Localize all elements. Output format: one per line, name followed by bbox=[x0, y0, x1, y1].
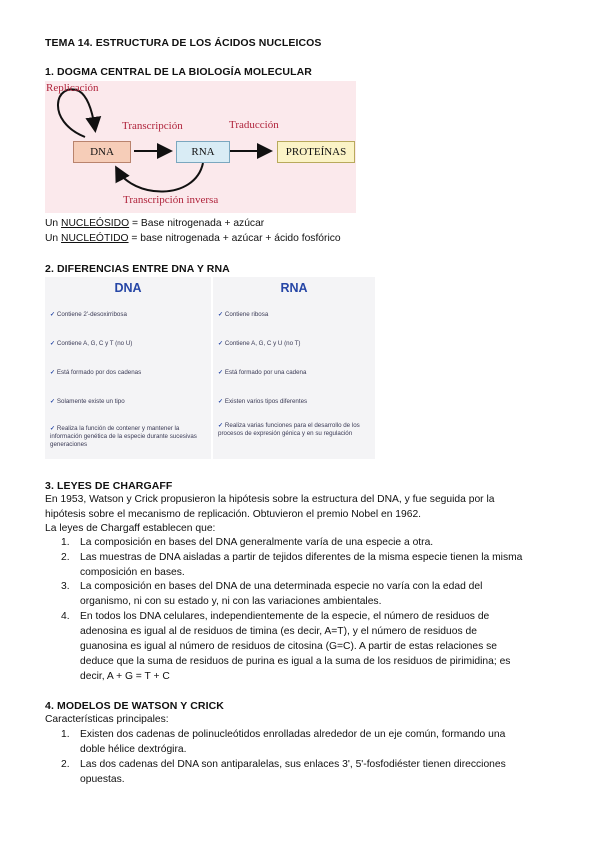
dna-box: DNA bbox=[73, 141, 131, 163]
chargaff-law-4-cont: guanosina es igual al número de residuos de citosina (G=C). A partir de estas relaciones se bbox=[80, 641, 497, 652]
reverse-transcription-arrow bbox=[117, 163, 203, 192]
dna-item: ✓ Contiene A, G, C y T (no U) bbox=[50, 340, 133, 347]
section-1-heading: 1. DOGMA CENTRAL DE LA BIOLOGÍA MOLECULAR bbox=[45, 66, 312, 78]
nucleosido-term: NUCLEÓSIDO bbox=[61, 218, 130, 229]
dna-item: ✓ Realiza la función de contener y mantener la información genética de la especie durante sucesivas generaciones bbox=[50, 425, 197, 448]
rna-column bbox=[213, 277, 375, 459]
rna-item: ✓ Contiene ribosa bbox=[218, 311, 269, 318]
rna-item: ✓ Realiza varias funciones para el desarrollo de los procesos de expresión génica y en su regulación bbox=[218, 422, 360, 437]
chargaff-law-2-cont: composición en bases. bbox=[80, 567, 185, 578]
section-4-heading: 4. MODELOS DE WATSON Y CRICK bbox=[45, 700, 224, 712]
dna-column bbox=[45, 277, 211, 459]
dna-rna-comparison-table bbox=[45, 277, 375, 459]
dna-column-title: DNA bbox=[114, 281, 142, 295]
watson-crick-intro: Características principales: bbox=[45, 714, 169, 725]
chargaff-intro-line: hipótesis sobre el mecanismo de replicación. Obtuvieron el premio Nobel en 1962. bbox=[45, 509, 422, 520]
rna-box: RNA bbox=[176, 141, 230, 163]
rna-item: ✓ Está formado por una cadena bbox=[218, 369, 307, 376]
proteinas-box: PROTEÍNAS bbox=[277, 141, 355, 163]
nucleosido-definition: Un NUCLEÓSIDO = Base nitrogenada + azúcar bbox=[45, 218, 265, 229]
chargaff-law-4-cont: adenosina es igual al de residuos de timina (es decir, A=T), y el número de residuos de bbox=[80, 626, 477, 637]
replication-arrow bbox=[58, 89, 95, 137]
rna-column-title: RNA bbox=[280, 281, 308, 295]
watson-crick-item-1-cont: doble hélice dextrógira. bbox=[80, 744, 187, 755]
chargaff-intro-line: La leyes de Chargaff establecen que: bbox=[45, 523, 216, 534]
watson-crick-item-2-cont: opuestas. bbox=[80, 774, 125, 785]
chargaff-law-4-cont: decir, A + G = T + C bbox=[80, 671, 170, 682]
central-dogma-diagram bbox=[45, 81, 356, 213]
transcripcion-label: Transcripción bbox=[122, 120, 183, 132]
dna-item: ✓ Está formado por dos cadenas bbox=[50, 369, 142, 376]
chargaff-law-4-cont: deduce que la suma de residuos de purina es igual a la suma de los residuos de pirimidina; es bbox=[80, 656, 511, 667]
traduccion-label: Traducción bbox=[229, 119, 279, 131]
nucleotido-term: NUCLEÓTIDO bbox=[61, 233, 129, 244]
replicacion-label: Replicación bbox=[46, 82, 99, 94]
dna-item: ✓ Contiene 2'-desoxirribosa bbox=[50, 311, 127, 318]
document-page: TEMA 14. ESTRUCTURA DE LOS ÁCIDOS NUCLEICOS 1. DOGMA CENTRAL DE LA BIOLOGÍA MOLECULAR Replicación Transcripción Traducción DNA RNA PROTEÍNAS Transcripción inversa Un NUCLEÓSIDO = Base nitrogenada + azúcar Un NUCLEÓTIDO = base nitrogenada + azúcar + ácido fosfórico 2. DIFERENCIAS ENTRE DNA Y RNA DNA ✓ Contiene 2'-desoxirribosa ✓ Contiene A, G, C y T (no U) ✓ Está formado por dos cadenas ✓ Solamente existe un tipo ✓ Realiza la función de contener y mantener la información genética de la especie durante sucesivas generaciones RNA ✓ Contiene ribosa ✓ Contiene A, G, C y U (no T) ✓ Está formado por una cadena ✓ Existen varios tipos diferentes ✓ Realiza varias funciones para el desarrollo de los procesos de expresión génica y en su regulación 3. LEYES DE CHARGAFF En 1953, Watson y Crick propusieron la hipótesis sobre la estructura del DNA, y fue seguida por la hipótesis sobre el mecanismo de replicación. Obtuvieron el premio Nobel en 1962. La leyes de Chargaff establecen que: 1. La composición en bases del DNA generalmente varía de una especie a otra. 2. Las muestras de DNA aisladas a partir de tejidos diferentes de la misma especie tienen la misma composición en bases. 3. La composición en bases del DNA de una determinada especie no varía con la edad del organismo, ni con su estado y, ni con las variaciones ambientales. 4. En todos los DNA celulares, independientemente de la especie, el número de residuos de adenosina es igual al de residuos de timina (es decir, A=T), y el número de residuos de guanosina es igual al número de residuos de citosina (G=C). A partir de estas relaciones se deduce que la suma de residuos de purina es igual a la suma de los residuos de pirimidina; es decir, A + G = T + C 4. MODELOS DE WATSON Y CRICK Características principales: 1. Existen dos cadenas de polinucleótidos enrolladas alrededor de un eje común, formando una doble hélice dextrógira. 2. Las dos cadenas del DNA son antiparalelas, sus enlaces 3', 5'-fosfodiéster tienen direcciones opuestas. bbox=[45, 37, 523, 785]
rna-item: ✓ Contiene A, G, C y U (no T) bbox=[218, 340, 301, 347]
chargaff-intro-line: En 1953, Watson y Crick propusieron la hipótesis sobre la estructura del DNA, y fue seguida por la bbox=[45, 494, 495, 505]
dna-item: ✓ Solamente existe un tipo bbox=[50, 398, 125, 405]
transcripcion-inversa-label: Transcripción inversa bbox=[123, 194, 219, 206]
section-3-heading: 3. LEYES DE CHARGAFF bbox=[45, 480, 173, 492]
rna-item: ✓ Existen varios tipos diferentes bbox=[218, 398, 308, 405]
nucleotido-definition: Un NUCLEÓTIDO = base nitrogenada + azúcar + ácido fosfórico bbox=[45, 233, 341, 244]
section-2-heading: 2. DIFERENCIAS ENTRE DNA Y RNA bbox=[45, 263, 230, 275]
page-title: TEMA 14. ESTRUCTURA DE LOS ÁCIDOS NUCLEICOS bbox=[45, 37, 322, 49]
chargaff-law-3-cont: organismo, ni con su estado y, ni con las variaciones ambientales. bbox=[80, 596, 382, 607]
